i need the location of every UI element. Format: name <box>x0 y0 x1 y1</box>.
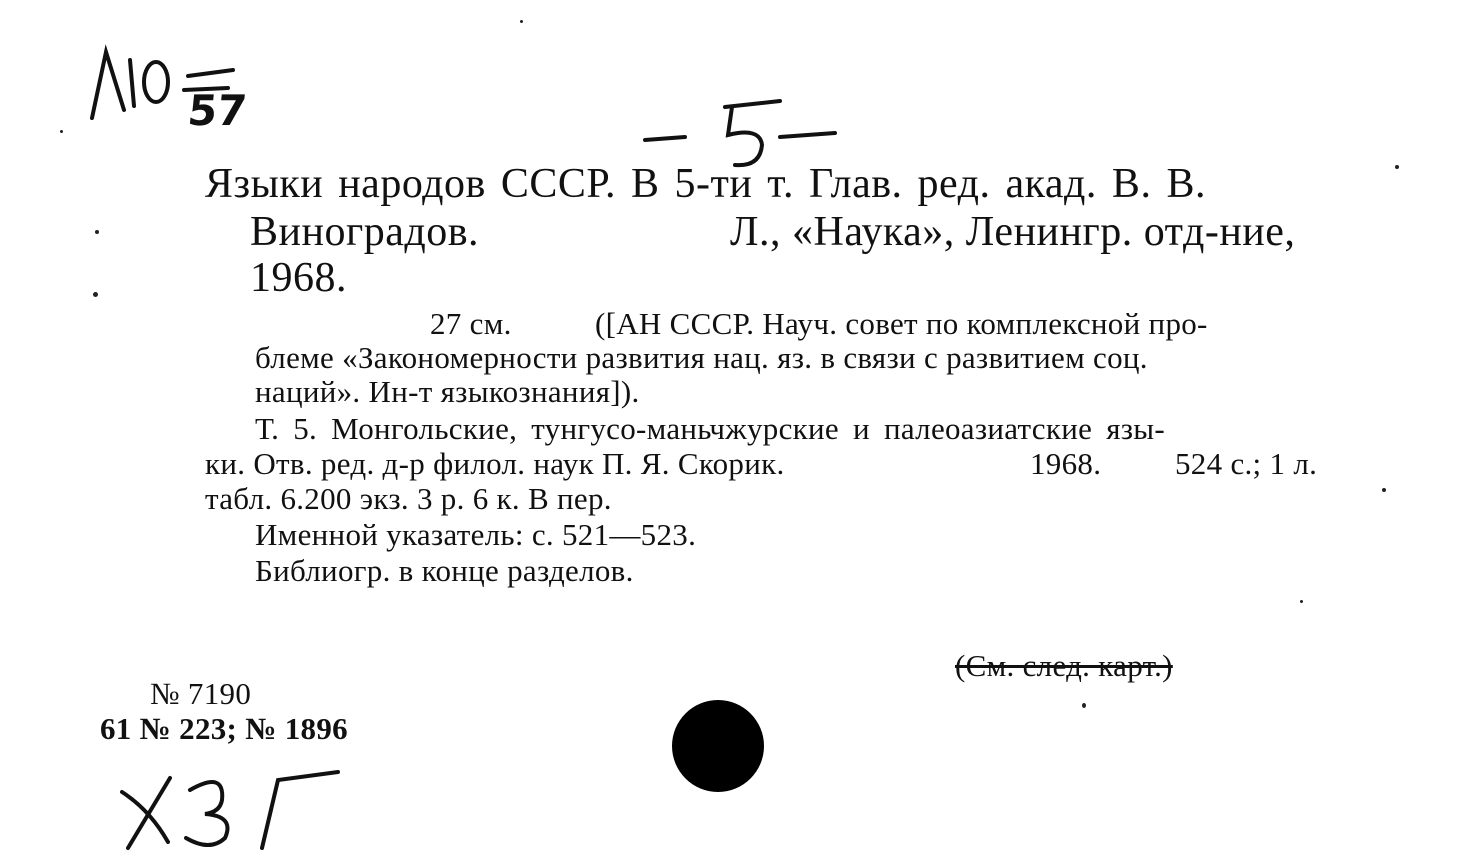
noise-speck <box>520 20 523 23</box>
volume-line-2-left: ки. Отв. ред. д-р филол. наук П. Я. Скорик. <box>205 446 785 481</box>
noise-speck <box>93 292 98 297</box>
noise-speck <box>60 130 63 133</box>
title-line-3: 1968. <box>250 255 347 301</box>
title-line-2-left: Виноградов. <box>250 209 480 255</box>
series-line-1: ([АН СССР. Науч. совет по комплексной про- <box>595 306 1208 341</box>
noise-speck <box>1082 703 1086 708</box>
volume-line-2-year: 1968. <box>1030 446 1102 481</box>
accession-number: № 7190 <box>150 676 252 711</box>
shelf-mark-bottom: 57 <box>185 86 250 135</box>
noise-speck <box>1300 600 1303 603</box>
volume-line-1: Т. 5. Монгольские, тунгусо-маньчжурские и палеоазиатские язы- <box>255 411 1166 446</box>
noise-speck <box>95 230 99 234</box>
noise-speck <box>1395 165 1399 169</box>
index-note: Именной указатель: с. 521—523. <box>255 517 697 552</box>
card-punch-hole <box>672 700 764 792</box>
handwritten-bottom-mark <box>110 760 350 855</box>
noise-speck <box>1382 488 1386 492</box>
volume-line-2-pages: 524 с.; 1 л. <box>1175 446 1318 481</box>
series-size: 27 см. <box>430 306 512 341</box>
continued-note: (См. след. карт.) <box>955 648 1173 683</box>
series-line-2: блеме «Закономерности развития нац. яз. в связи с развитием соц. <box>255 340 1148 375</box>
volume-line-3: табл. 6.200 экз. 3 р. 6 к. В пер. <box>205 481 612 516</box>
title-line-2-right: Л., «Наука», Ленингр. отд-ние, <box>730 209 1296 255</box>
bibliography-note: Библиогр. в конце разделов. <box>255 553 634 588</box>
series-line-3: наций». Ин-т языкознания]). <box>255 374 640 409</box>
bottom-mark-drawing <box>110 760 350 855</box>
accession-numbers: 61 № 223; № 1896 <box>100 711 348 746</box>
title-line-1: Языки народов СССР. В 5-ти т. Глав. ред. акад. В. В. <box>205 161 1206 207</box>
